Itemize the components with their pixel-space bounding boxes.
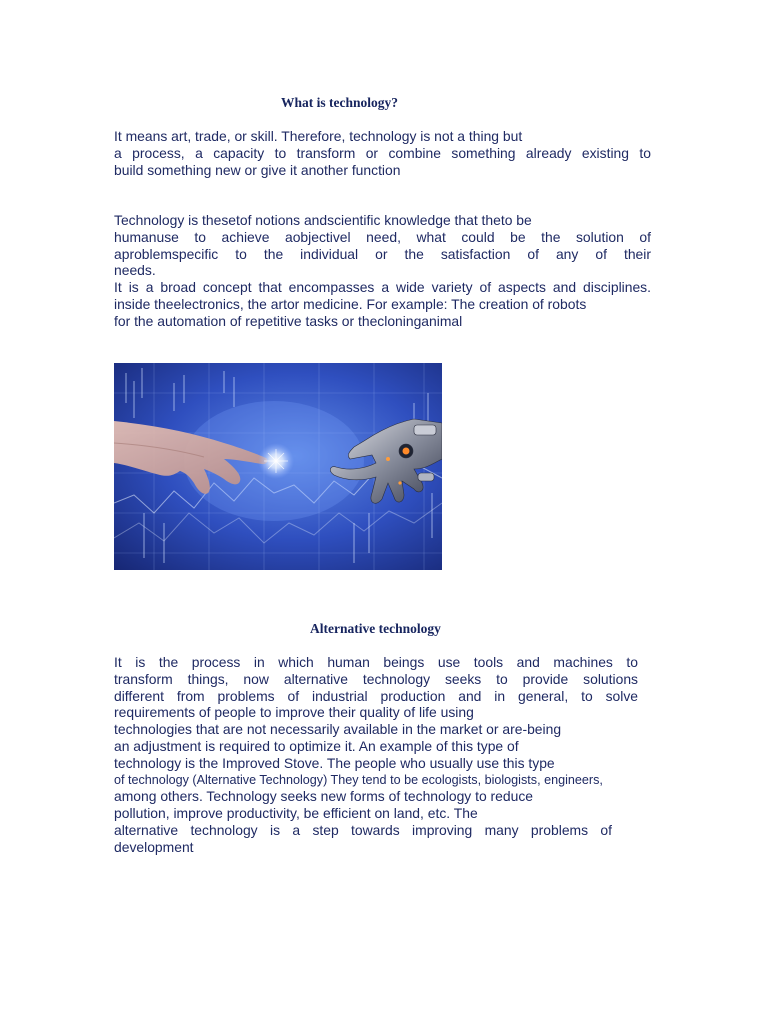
text-line: different from problems of industrial production and in general, to solve <box>114 687 638 704</box>
text-line: development <box>114 838 194 855</box>
robot-human-hands-image <box>114 363 442 570</box>
text-line: Technology is thesetof notions andscientific knowledge that theto be <box>114 212 532 228</box>
text-line: requirements of people to improve their quality of life using <box>114 704 474 721</box>
text-line: alternative technology is a step towards improving many problems of <box>114 821 612 838</box>
text-line: aproblemspecific to the individual or the satisfaction of any of their <box>114 245 651 262</box>
text-line: an adjustment is required to optimize it. An example of this type of <box>114 737 519 754</box>
text-line: among others. Technology seeks new forms of technology to reduce <box>114 788 534 805</box>
paragraph-definition <box>114 128 651 178</box>
paragraph-technology-concept <box>114 212 651 330</box>
text-line: technologies that are not necessarily available in the market or are-being <box>114 721 562 738</box>
text-line: It means art, trade, or skill. Therefore, technology is not a thing but <box>114 128 523 144</box>
text-line: inside theelectronics, the artor medicine. For example: The creation of robots <box>114 295 587 312</box>
text-line: transform things, now alternative technology seeks to provide solutions <box>114 670 638 687</box>
text-line: pollution, improve productivity, be efficient on land, etc. The <box>114 805 478 822</box>
text-line: for the automation of repetitive tasks or thecloninganimal <box>114 312 463 329</box>
text-line: build something new or give it another function <box>114 161 401 178</box>
text-line: It is the process in which human beings use tools and machines to <box>114 654 638 670</box>
text-line: a process, a capacity to transform or combine something already existing to <box>114 144 651 161</box>
text-line: technology is the Improved Stove. The people who usually use this type <box>114 754 555 771</box>
text-line: It is a broad concept that encompasses a wide variety of aspects and disciplines. <box>114 279 651 296</box>
paragraph-alternative-technology <box>114 654 638 856</box>
text-line: needs. <box>114 262 156 279</box>
heading-what-is-technology: What is technology? <box>281 95 399 110</box>
text-line: of technology (Alternative Technology) They tend to be ecologists, biologists, engineers, <box>114 772 603 787</box>
text-line: humanuse to achieve aobjectivel need, what could be the solution of <box>114 228 651 245</box>
heading-alternative-technology: Alternative technology <box>310 621 441 636</box>
